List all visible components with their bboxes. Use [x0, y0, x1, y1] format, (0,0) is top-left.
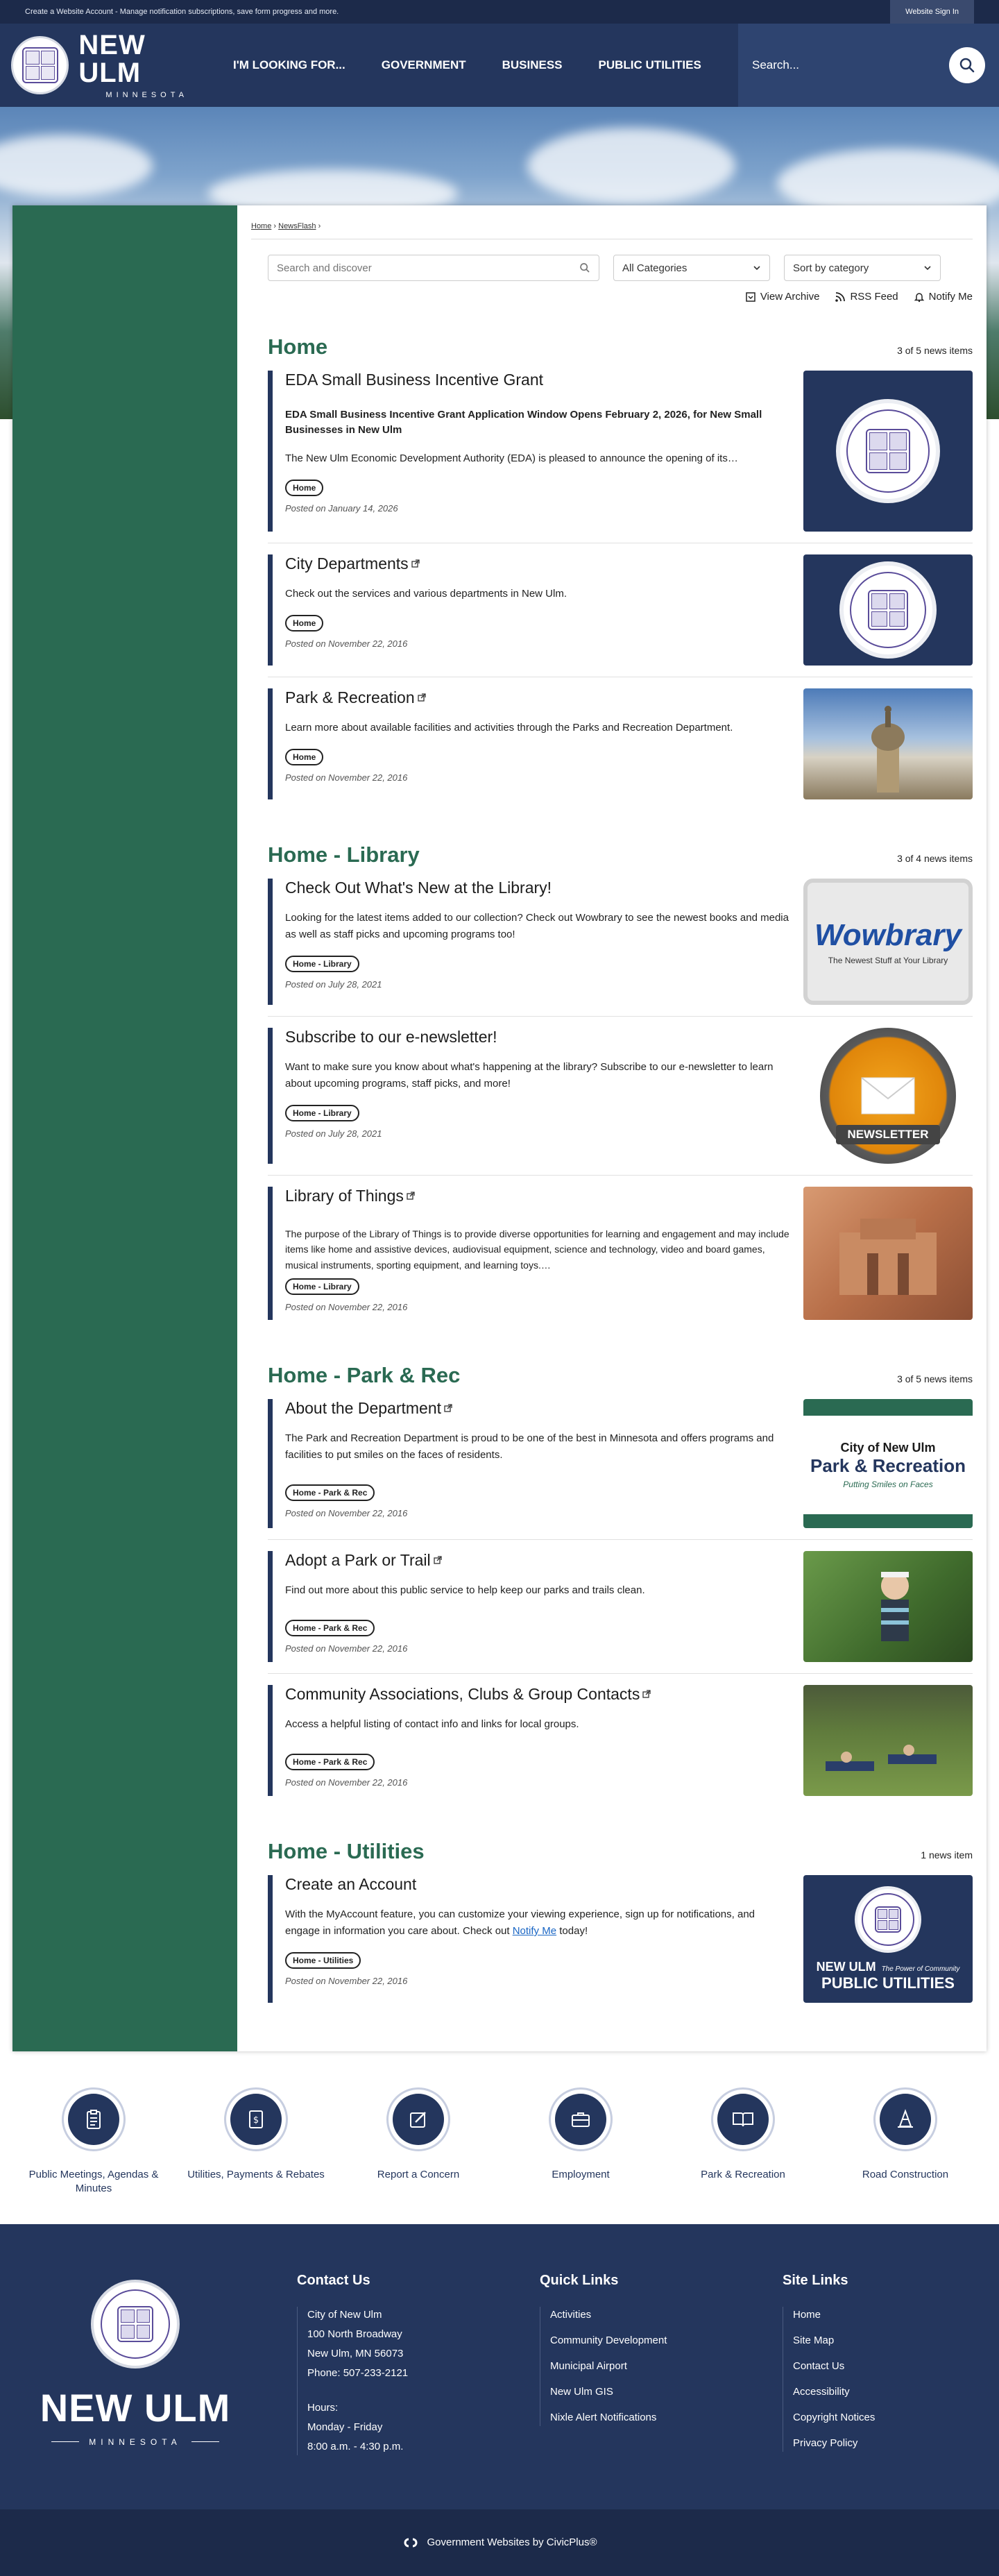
- nav-im-looking-for[interactable]: I'M LOOKING FOR...: [233, 58, 345, 71]
- news-item-body: Access a helpful listing of contact info and links for local groups.: [285, 1718, 579, 1730]
- footer-link-home[interactable]: Home: [793, 2308, 821, 2321]
- section-title: Home - Park & Rec: [268, 1363, 461, 1387]
- news-item-title[interactable]: [285, 688, 426, 706]
- section-home: [251, 334, 973, 811]
- nav-business[interactable]: BUSINESS: [502, 58, 563, 71]
- contact-phone: Phone: 507-233-2121: [307, 2366, 409, 2379]
- wowbrary-logo: Wowbrary: [814, 918, 962, 952]
- news-item-title[interactable]: Check Out What's New at the Library!: [285, 879, 552, 897]
- body-text: With the MyAccount feature, you can customize your viewing experience, sign up for notifications, and engage in information you care about. Check out: [285, 1908, 755, 1937]
- news-item-body: Learn more about available facilities and activities through the Parks and Recreation Department.: [285, 722, 733, 734]
- news-item-body: Want to make sure you know about what's happening at the library? Subscribe to our e-newsletter to learn about upcoming programs, staff picks, and more!: [285, 1061, 774, 1090]
- news-item-body: Looking for the latest items added to our collection? Check out Wowbrary to see the newest books and media as well as staff picks and upcoming programs too!: [285, 912, 789, 940]
- external-link-icon: [434, 1556, 442, 1564]
- news-item: [268, 543, 973, 677]
- news-item-title[interactable]: [285, 554, 420, 573]
- quick-link-icons: [0, 2051, 999, 2224]
- breadcrumb: Home › NewsFlash ›: [251, 222, 973, 239]
- utilities-logo-tagline: The Power of Community: [881, 1965, 960, 1973]
- news-item-title-text: Park & Recreation: [285, 688, 415, 706]
- contact-org: City of New Ulm: [307, 2308, 382, 2321]
- search-icon: [959, 57, 975, 74]
- quicklink-label: Park & Recreation: [701, 2169, 785, 2180]
- quicklink-utilities-payments[interactable]: [175, 2087, 337, 2196]
- category-tag[interactable]: Home: [285, 749, 323, 765]
- news-item-body: Find out more about this public service to help keep our parks and trails clean.: [285, 1584, 645, 1596]
- nav-government[interactable]: GOVERNMENT: [381, 58, 466, 71]
- contact-time: 8:00 a.m. - 4:30 p.m.: [307, 2440, 404, 2452]
- category-tag[interactable]: Home - Park & Rec: [285, 1754, 375, 1770]
- news-item-body: Check out the services and various departments in New Ulm.: [285, 588, 567, 600]
- news-item-body: The Park and Recreation Department is proud to be one of the best in Minnesota and offers programs and facilities to put smiles on the faces of residents.: [285, 1432, 774, 1461]
- chevron-down-icon: [753, 264, 761, 272]
- footer-link-municipal-airport[interactable]: Municipal Airport: [550, 2359, 627, 2372]
- footer-link-accessibility[interactable]: Accessibility: [793, 2385, 850, 2398]
- contact-street: 100 North Broadway: [307, 2328, 402, 2340]
- site-search: [738, 24, 999, 107]
- news-utilities: [251, 291, 973, 303]
- footer-quick-links: [513, 2273, 756, 2461]
- posted-date: Posted on November 22, 2016: [285, 1777, 408, 1788]
- posted-date: Posted on November 22, 2016: [285, 1643, 408, 1654]
- city-seal-icon: [11, 36, 69, 94]
- posted-date: Posted on November 22, 2016: [285, 1508, 408, 1518]
- external-link-icon: [444, 1404, 452, 1412]
- view-archive-label: View Archive: [760, 291, 820, 303]
- park-rec-line2: Park & Recreation: [810, 1455, 966, 1476]
- library-building-image: [819, 1205, 957, 1302]
- nav-public-utilities[interactable]: PUBLIC UTILITIES: [598, 58, 701, 71]
- body-text-end: today!: [556, 1925, 588, 1937]
- civicplus-link[interactable]: Government Websites by CivicPlus®: [427, 2536, 597, 2548]
- news-item-subtitle: EDA Small Business Incentive Grant Application Window Opens February 2, 2026, for New Small Businesses in New Ulm: [285, 409, 762, 436]
- section-title: Home: [268, 334, 328, 359]
- external-link-icon: [418, 693, 426, 702]
- sort-select-value: Sort by category: [793, 262, 869, 274]
- footer-site-links: [756, 2273, 999, 2461]
- news-thumbnail[interactable]: [803, 1187, 973, 1320]
- notify-me-inline-link[interactable]: Notify Me: [512, 1925, 557, 1937]
- home-logo-link[interactable]: [0, 31, 215, 99]
- quicklink-label: Utilities, Payments & Rebates: [187, 2169, 325, 2180]
- section-count: 3 of 5 news items: [897, 345, 973, 356]
- news-item-body: The New Ulm Economic Development Authority (EDA) is pleased to announce the opening of its…: [285, 452, 738, 464]
- news-thumbnail[interactable]: [803, 1875, 973, 2003]
- contact-city: New Ulm, MN 56073: [307, 2347, 404, 2359]
- footer-logo[interactable]: [0, 2273, 271, 2461]
- contact-days: Monday - Friday: [307, 2421, 383, 2433]
- report-icon: [407, 2108, 429, 2130]
- main-nav: [215, 24, 719, 107]
- news-item-title-text: Adopt a Park or Trail: [285, 1551, 431, 1569]
- footer-quick-links-title: Quick Links: [540, 2272, 619, 2288]
- footer-link-copyright[interactable]: Copyright Notices: [793, 2411, 876, 2423]
- news-item-body: The purpose of the Library of Things is to provide diverse opportunities for learning and engagement and may include items like home and assistive devices, audiovisual equipment, science and technology, video and board games, musical instruments, sporting equipment, and learning toys.…: [285, 1228, 789, 1271]
- news-item-title-text: Library of Things: [285, 1187, 404, 1205]
- cone-icon: [894, 2108, 916, 2130]
- quicklink-label: Report a Concern: [377, 2169, 460, 2180]
- footer-link-site-map[interactable]: Site Map: [793, 2334, 835, 2346]
- category-tag[interactable]: Home - Park & Rec: [285, 1484, 375, 1501]
- dome-tower-image: [846, 695, 930, 793]
- site-header: [0, 24, 999, 107]
- city-seal-icon: [839, 561, 937, 659]
- category-tag[interactable]: Home: [285, 480, 323, 496]
- section-count: 3 of 4 news items: [897, 853, 973, 864]
- section-title: Home - Utilities: [268, 1839, 425, 1863]
- footer-city-name: NEW ULM: [40, 2385, 231, 2430]
- news-item: [268, 677, 973, 811]
- city-seal-icon: [855, 1886, 921, 1953]
- breadcrumb-newsflash[interactable]: NewsFlash: [278, 222, 316, 230]
- sort-select[interactable]: [784, 255, 941, 281]
- quicklink-label: Employment: [552, 2169, 610, 2180]
- sidebar: [12, 205, 237, 2051]
- external-link-icon: [411, 559, 420, 568]
- breadcrumb-home[interactable]: Home: [251, 222, 272, 230]
- quicklink-employment[interactable]: [500, 2087, 662, 2196]
- news-thumbnail[interactable]: [803, 1551, 973, 1662]
- category-tag[interactable]: Home: [285, 615, 323, 632]
- posted-date: Posted on July 28, 2021: [285, 1128, 382, 1139]
- bill-icon: [245, 2108, 267, 2130]
- section-count: 1 news item: [921, 1849, 973, 1861]
- news-item-title[interactable]: Subscribe to our e-newsletter!: [285, 1028, 497, 1046]
- quicklink-public-meetings[interactable]: [12, 2087, 175, 2196]
- notify-me-label: Notify Me: [928, 291, 973, 303]
- news-item: [268, 1388, 973, 1540]
- quicklink-report-concern[interactable]: [337, 2087, 500, 2196]
- bell-icon: [914, 291, 925, 303]
- search-icon[interactable]: [579, 262, 590, 273]
- news-item-title-text: Community Associations, Clubs & Group Contacts: [285, 1685, 640, 1703]
- logo-name: NEW ULM: [78, 30, 146, 88]
- child-fishing-image: [846, 1558, 930, 1655]
- news-item: [268, 1674, 973, 1807]
- category-tag[interactable]: Home - Library: [285, 1278, 359, 1295]
- quicklink-label: Road Construction: [862, 2169, 949, 2180]
- news-item-title[interactable]: Create an Account: [285, 1875, 417, 1893]
- news-item: [268, 1864, 973, 2014]
- news-thumbnail[interactable]: [803, 1028, 973, 1164]
- news-item: [268, 867, 973, 1017]
- news-filters: [251, 255, 973, 281]
- posted-date: Posted on November 22, 2016: [285, 638, 408, 649]
- chevron-down-icon: [923, 264, 932, 272]
- posted-date: Posted on July 28, 2021: [285, 979, 382, 990]
- civicplus-logo-icon: [402, 2537, 420, 2548]
- footer-link-community-development[interactable]: Community Development: [550, 2334, 667, 2346]
- posted-date: Posted on November 22, 2016: [285, 1302, 408, 1313]
- notify-me-link[interactable]: [914, 291, 973, 303]
- footer-link-nixle[interactable]: Nixle Alert Notifications: [550, 2411, 657, 2423]
- park-rec-line1: City of New Ulm: [840, 1441, 936, 1455]
- news-search-input[interactable]: [277, 262, 559, 274]
- newsletter-label: NEWSLETTER: [836, 1125, 939, 1144]
- footer-link-privacy[interactable]: Privacy Policy: [793, 2437, 858, 2449]
- section-count: 3 of 5 news items: [897, 1373, 973, 1384]
- section-title: Home - Library: [268, 842, 420, 867]
- footer-link-gis[interactable]: New Ulm GIS: [550, 2385, 613, 2398]
- create-account-link[interactable]: Create a Website Account - Manage notification subscriptions, save form progress and more.: [25, 8, 339, 16]
- top-bar: [0, 0, 999, 24]
- external-link-icon: [407, 1192, 415, 1200]
- news-item: [268, 359, 973, 543]
- park-rec-line3: Putting Smiles on Faces: [843, 1480, 933, 1489]
- external-link-icon: [642, 1690, 651, 1698]
- news-search: [268, 255, 599, 281]
- footer-link-contact-us[interactable]: Contact Us: [793, 2359, 845, 2372]
- news-item-title-text: City Departments: [285, 554, 409, 573]
- city-seal-icon: [91, 2280, 180, 2369]
- rss-feed-label: RSS Feed: [850, 291, 898, 303]
- utilities-logo-title: PUBLIC UTILITIES: [821, 1974, 955, 1992]
- category-tag[interactable]: Home - Library: [285, 1105, 359, 1121]
- posted-date: Posted on November 22, 2016: [285, 1976, 408, 1986]
- wowbrary-tagline: The Newest Stuff at Your Library: [828, 956, 948, 965]
- archive-icon: [745, 291, 756, 303]
- news-thumbnail[interactable]: [803, 371, 973, 532]
- news-thumbnail[interactable]: [803, 1399, 973, 1528]
- posted-date: Posted on November 22, 2016: [285, 772, 408, 783]
- news-thumbnail[interactable]: [803, 879, 973, 1005]
- news-item-title[interactable]: EDA Small Business Incentive Grant: [285, 371, 543, 389]
- news-item-title[interactable]: [285, 1399, 452, 1417]
- quicklink-label: Public Meetings, Agendas & Minutes: [28, 2169, 159, 2195]
- civicplus-bar: [0, 2509, 999, 2576]
- news-item-title[interactable]: [285, 1551, 442, 1569]
- envelope-icon: [860, 1076, 916, 1115]
- news-item: [268, 1017, 973, 1176]
- category-tag[interactable]: Home - Library: [285, 956, 359, 972]
- footer-state: MINNESOTA: [89, 2437, 182, 2447]
- footer-link-activities[interactable]: Activities: [550, 2308, 592, 2321]
- category-select-value: All Categories: [622, 262, 688, 274]
- view-archive-link[interactable]: [745, 291, 820, 303]
- site-search-input[interactable]: [752, 58, 949, 72]
- news-thumbnail[interactable]: [803, 1685, 973, 1796]
- footer-site-links-title: Site Links: [783, 2272, 848, 2288]
- rss-icon: [835, 291, 846, 303]
- logo-state: MINNESOTA: [105, 91, 188, 99]
- section-utilities: [251, 1839, 973, 2014]
- posted-date: Posted on January 14, 2026: [285, 502, 398, 514]
- news-item: [268, 1540, 973, 1674]
- clipboard-icon: [83, 2108, 105, 2130]
- newsflash-content: [237, 205, 987, 2051]
- quicklink-park-recreation[interactable]: [662, 2087, 824, 2196]
- city-seal-icon: [836, 399, 940, 503]
- news-item: [268, 1176, 973, 1331]
- category-select[interactable]: [613, 255, 770, 281]
- category-tag[interactable]: Home - Utilities: [285, 1952, 361, 1969]
- site-search-button[interactable]: [949, 47, 985, 83]
- category-tag[interactable]: Home - Park & Rec: [285, 1620, 375, 1636]
- site-footer: [0, 2224, 999, 2509]
- briefcase-icon: [570, 2108, 592, 2130]
- news-item-body: [285, 1906, 789, 1940]
- quicklink-road-construction[interactable]: [824, 2087, 987, 2196]
- website-sign-in-button[interactable]: Website Sign In: [890, 0, 974, 24]
- news-thumbnail[interactable]: [803, 554, 973, 666]
- footer-contact: [271, 2273, 513, 2461]
- utilities-logo-name: NEW ULM: [816, 1959, 876, 1974]
- news-thumbnail[interactable]: [803, 688, 973, 799]
- news-item-title-text: About the Department: [285, 1399, 442, 1417]
- rss-feed-link[interactable]: [835, 291, 898, 303]
- newsletter-badge: [820, 1028, 956, 1164]
- svg-text:$: $: [253, 2115, 259, 2126]
- news-item-title[interactable]: [285, 1187, 415, 1205]
- contact-hours-label: Hours:: [307, 2401, 339, 2414]
- book-icon: [731, 2108, 755, 2130]
- footer-contact-title: Contact Us: [297, 2272, 370, 2288]
- news-item-title[interactable]: [285, 1685, 651, 1703]
- section-park-rec: [251, 1363, 973, 1807]
- section-library: [251, 842, 973, 1331]
- group-yoga-image: [805, 1685, 971, 1796]
